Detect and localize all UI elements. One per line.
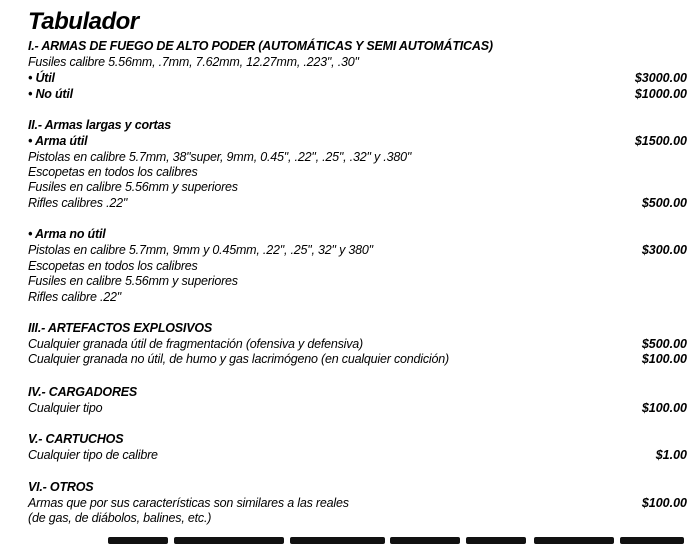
section-2-arma-no-util-label: • Arma no útil [28, 227, 106, 241]
section-2-arma-no-util-price: $300.00 [641, 243, 687, 257]
section-2-noutil-line-escopetas: Escopetas en todos los calibres [28, 259, 198, 273]
section-5-price: $1.00 [655, 448, 687, 462]
section-3-item-granada-util: Cualquier granada útil de fragmentación (ofensiva y defensiva) [28, 337, 364, 351]
section-4-price: $100.00 [641, 401, 687, 415]
section-2-util-line-rifles: Rifles calibres .22" [28, 196, 128, 210]
cropped-footer-text [28, 533, 690, 544]
section-1-item-no-util: • No útil [28, 87, 73, 101]
section-2-noutil-line-fusiles: Fusiles en calibre 5.56mm y superiores [28, 274, 238, 288]
section-1-heading: I.- ARMAS DE FUEGO DE ALTO PODER (AUTOMÁTICAS Y SEMI AUTOMÁTICAS) [28, 39, 493, 53]
section-2-rifles-price: $500.00 [641, 196, 687, 210]
section-2-util-line-pistolas: Pistolas en calibre 5.7mm, 38"super, 9mm, 0.45", .22", .25", .32" y .380" [28, 150, 412, 164]
section-6-note: (de gas, de diábolos, balines, etc.) [28, 511, 212, 525]
section-2-heading: II.- Armas largas y cortas [28, 118, 172, 132]
section-4-heading: IV.- CARGADORES [28, 385, 138, 399]
section-6-item: Armas que por sus características son similares a las reales [28, 496, 349, 510]
section-1-item-util: • Útil [28, 71, 55, 85]
section-3-heading: III.- ARTEFACTOS EXPLOSIVOS [28, 321, 212, 335]
section-2-util-line-escopetas: Escopetas en todos los calibres [28, 165, 198, 179]
section-6-heading: VI.- OTROS [28, 480, 94, 494]
section-1-price-util: $3000.00 [634, 71, 687, 85]
section-2-arma-util-label: • Arma útil [28, 134, 88, 148]
section-1-price-no-util: $1000.00 [634, 87, 687, 101]
section-3-price-granada-no-util: $100.00 [641, 352, 687, 366]
section-5-item: Cualquier tipo de calibre [28, 448, 158, 462]
section-3-item-granada-no-util: Cualquier granada no útil, de humo y gas lacrimógeno (en cualquier condición) [28, 352, 449, 366]
section-2-util-line-fusiles: Fusiles en calibre 5.56mm y superiores [28, 180, 238, 194]
section-6-price: $100.00 [641, 496, 687, 510]
section-2-noutil-line-pistolas: Pistolas en calibre 5.7mm, 9mm y 0.45mm, .22", .25", 32" y 380" [28, 243, 373, 257]
section-3-price-granada-util: $500.00 [641, 337, 687, 351]
document-title: Tabulador [28, 8, 139, 35]
section-5-heading: V.- CARTUCHOS [28, 432, 124, 446]
section-2-noutil-line-rifles: Rifles calibre .22" [28, 290, 122, 304]
section-1-description: Fusiles calibre 5.56mm, .7mm, 7.62mm, 12.27mm, .223", .30" [28, 55, 359, 69]
section-4-item: Cualquier tipo [28, 401, 103, 415]
section-2-arma-util-price: $1500.00 [634, 134, 687, 148]
